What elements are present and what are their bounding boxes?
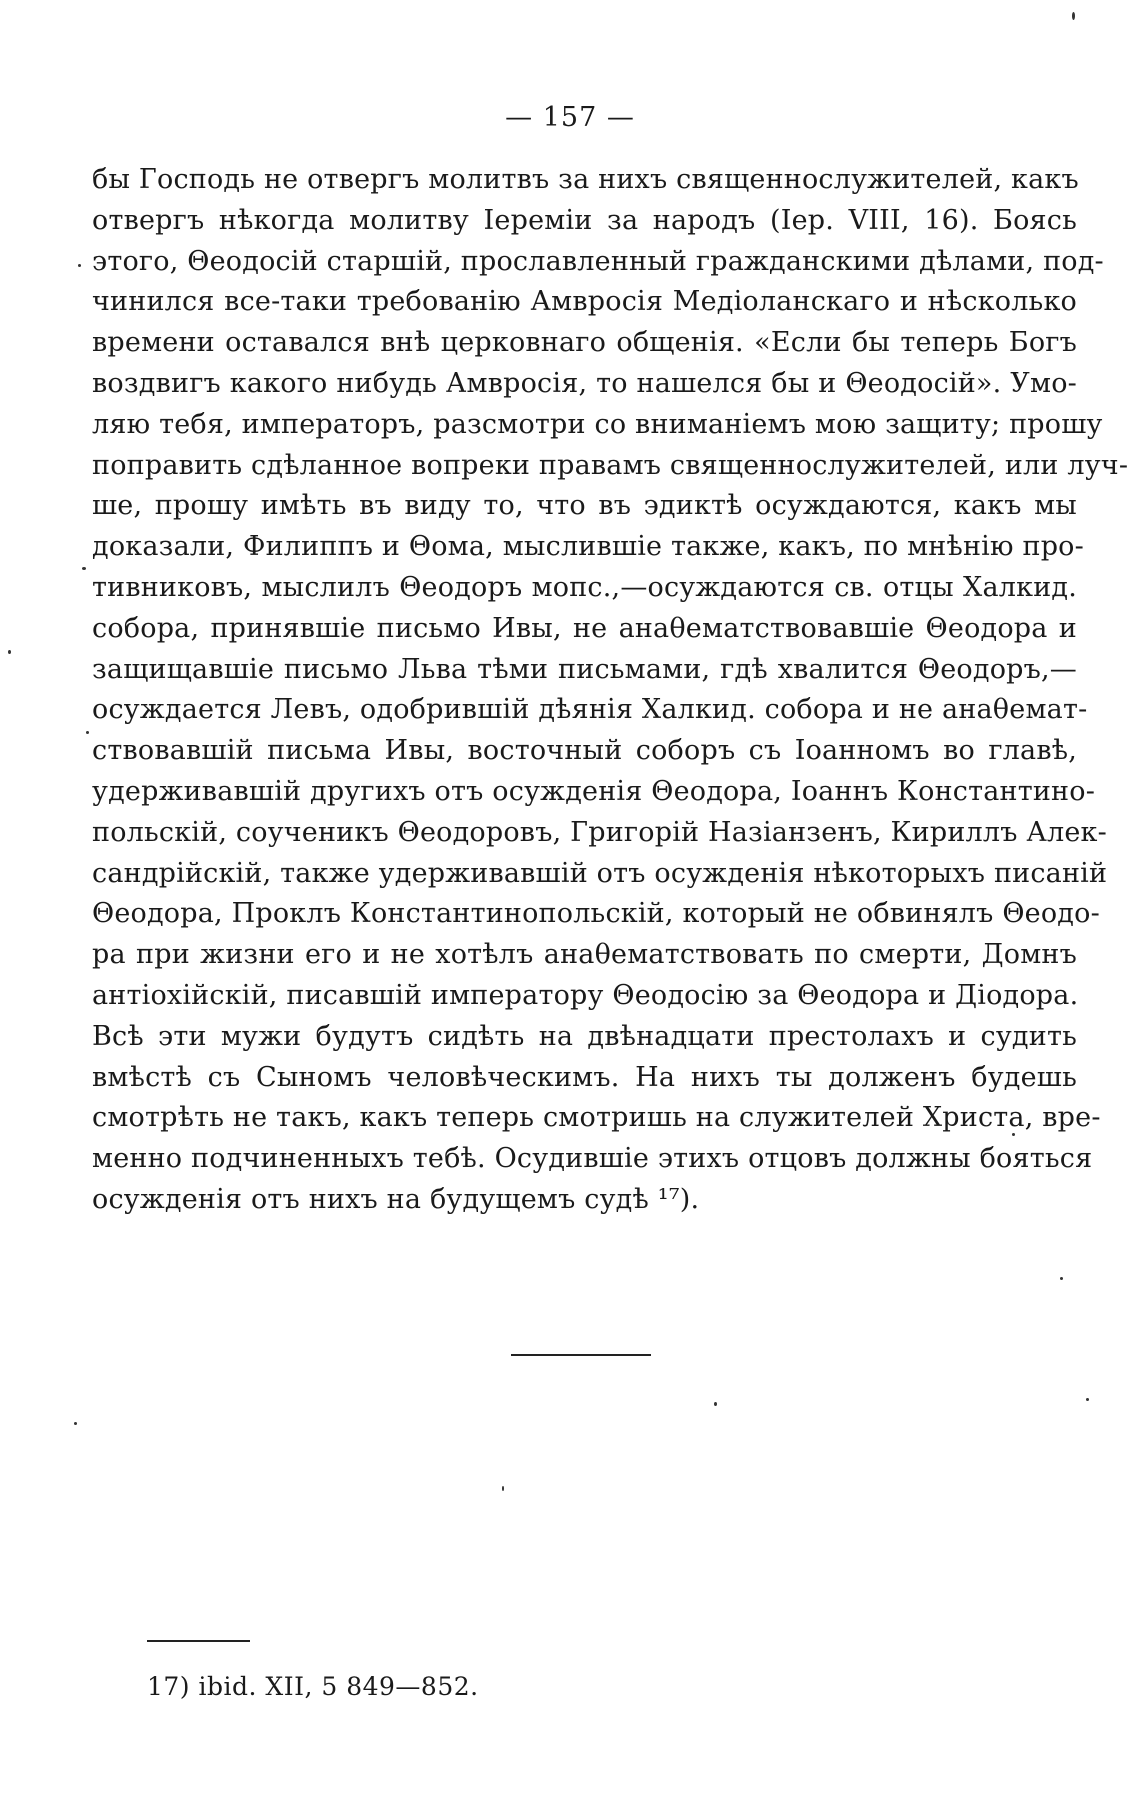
text-line: тивниковъ, мыслилъ Θеодоръ мопс.,—осуждаются св. отцы Халкид.: [92, 571, 1077, 603]
text-line: Всѣ эти мужи будутъ сидѣть на двѣнадцати престолахъ и судить: [92, 1020, 1077, 1052]
scan-speck: [714, 1402, 717, 1406]
scan-speck: [1072, 12, 1075, 20]
text-line: доказали, Филиппъ и Θома, мыслившіе также, какъ, по мнѣнію про-: [92, 531, 1084, 563]
text-line: ляю тебя, императоръ, разсмотри со вниманіемъ мою защиту; прошу: [92, 408, 1103, 440]
text-line: сандрійскій, также удерживавшій отъ осужденія нѣкоторыхъ писаній: [92, 857, 1108, 889]
text-line: удерживавшій другихъ отъ осужденія Θеодора, Іоаннъ Константино-: [92, 775, 1096, 807]
text-line: осуждается Левъ, одобрившій дѣянія Халкид. собора и не анаθемат-: [92, 694, 1088, 726]
scan-speck: [1086, 1398, 1089, 1401]
text-line: этого, Θеодосій старшій, прославленный гражданскими дѣлами, под-: [92, 245, 1104, 277]
text-line: собора, принявшіе письмо Ивы, не анаθематствовавшіе Θеодора и: [92, 612, 1077, 644]
scan-speck: [78, 264, 81, 267]
text-line: смотрѣть не такъ, какъ теперь смотришь на служителей Христа, вре-: [92, 1102, 1101, 1134]
scan-speck: [1060, 1277, 1063, 1280]
text-line: времени оставался внѣ церковнаго общенія. «Если бы теперь Богъ: [92, 327, 1077, 359]
text-line: осужденія отъ нихъ на будущемъ судѣ ¹⁷).: [92, 1183, 700, 1215]
text-line: ствовавшій письма Ивы, восточный соборъ съ Іоанномъ во главѣ,: [92, 735, 1077, 767]
footnote-divider: [147, 1640, 250, 1642]
text-line: отвергъ нѣкогда молитву Іереміи за народъ (Іер. VIII, 16). Боясь: [92, 204, 1077, 236]
text-line: Θеодора, Проклъ Константинопольскій, который не обвинялъ Θеодо-: [92, 898, 1100, 930]
scan-speck: [502, 1486, 504, 1491]
body-text: [92, 160, 1129, 1221]
text-line: менно подчиненныхъ тебѣ. Осудившіе этихъ отцовъ должны бояться: [92, 1143, 1093, 1175]
text-line: польскій, соученикъ Θеодоровъ, Григорій Назіанзенъ, Кириллъ Алек-: [92, 816, 1107, 848]
text-line: вмѣстѣ съ Сыномъ человѣческимъ. На нихъ ты долженъ будешь: [92, 1061, 1077, 1093]
scan-speck: [8, 650, 11, 654]
scan-speck: [1012, 1133, 1015, 1136]
scan-speck: [86, 731, 89, 734]
page-number: — 157 —: [505, 102, 635, 133]
section-divider: [511, 1354, 651, 1356]
scan-speck: [74, 1422, 77, 1425]
footnote: 17) ibid. XII, 5 849—852.: [147, 1672, 479, 1701]
text-line: воздвигъ какого нибудь Амвросія, то нашелся бы и Θеодосій». Умо-: [92, 367, 1077, 399]
text-line: поправить сдѣланное вопреки правамъ священнослужителей, или луч-: [92, 449, 1129, 481]
text-line: антіохійскій, писавшій императору Θеодосію за Θеодора и Діодора.: [92, 979, 1079, 1011]
text-line: ше, прошу имѣть въ виду то, что въ эдиктѣ осуждаются, какъ мы: [92, 490, 1077, 522]
text-line: бы Господь не отвергъ молитвъ за нихъ священнослужителей, какъ: [92, 164, 1079, 195]
text-line: защищавшіе письмо Льва тѣми письмами, гдѣ хвалится Θеодоръ,—: [92, 653, 1077, 685]
scan-speck: [82, 567, 86, 570]
text-line: ра при жизни его и не хотѣлъ анаθематствовать по смерти, Домнъ: [92, 939, 1077, 971]
text-line: чинился все-таки требованію Амвросія Медіоланскаго и нѣсколько: [92, 286, 1077, 318]
